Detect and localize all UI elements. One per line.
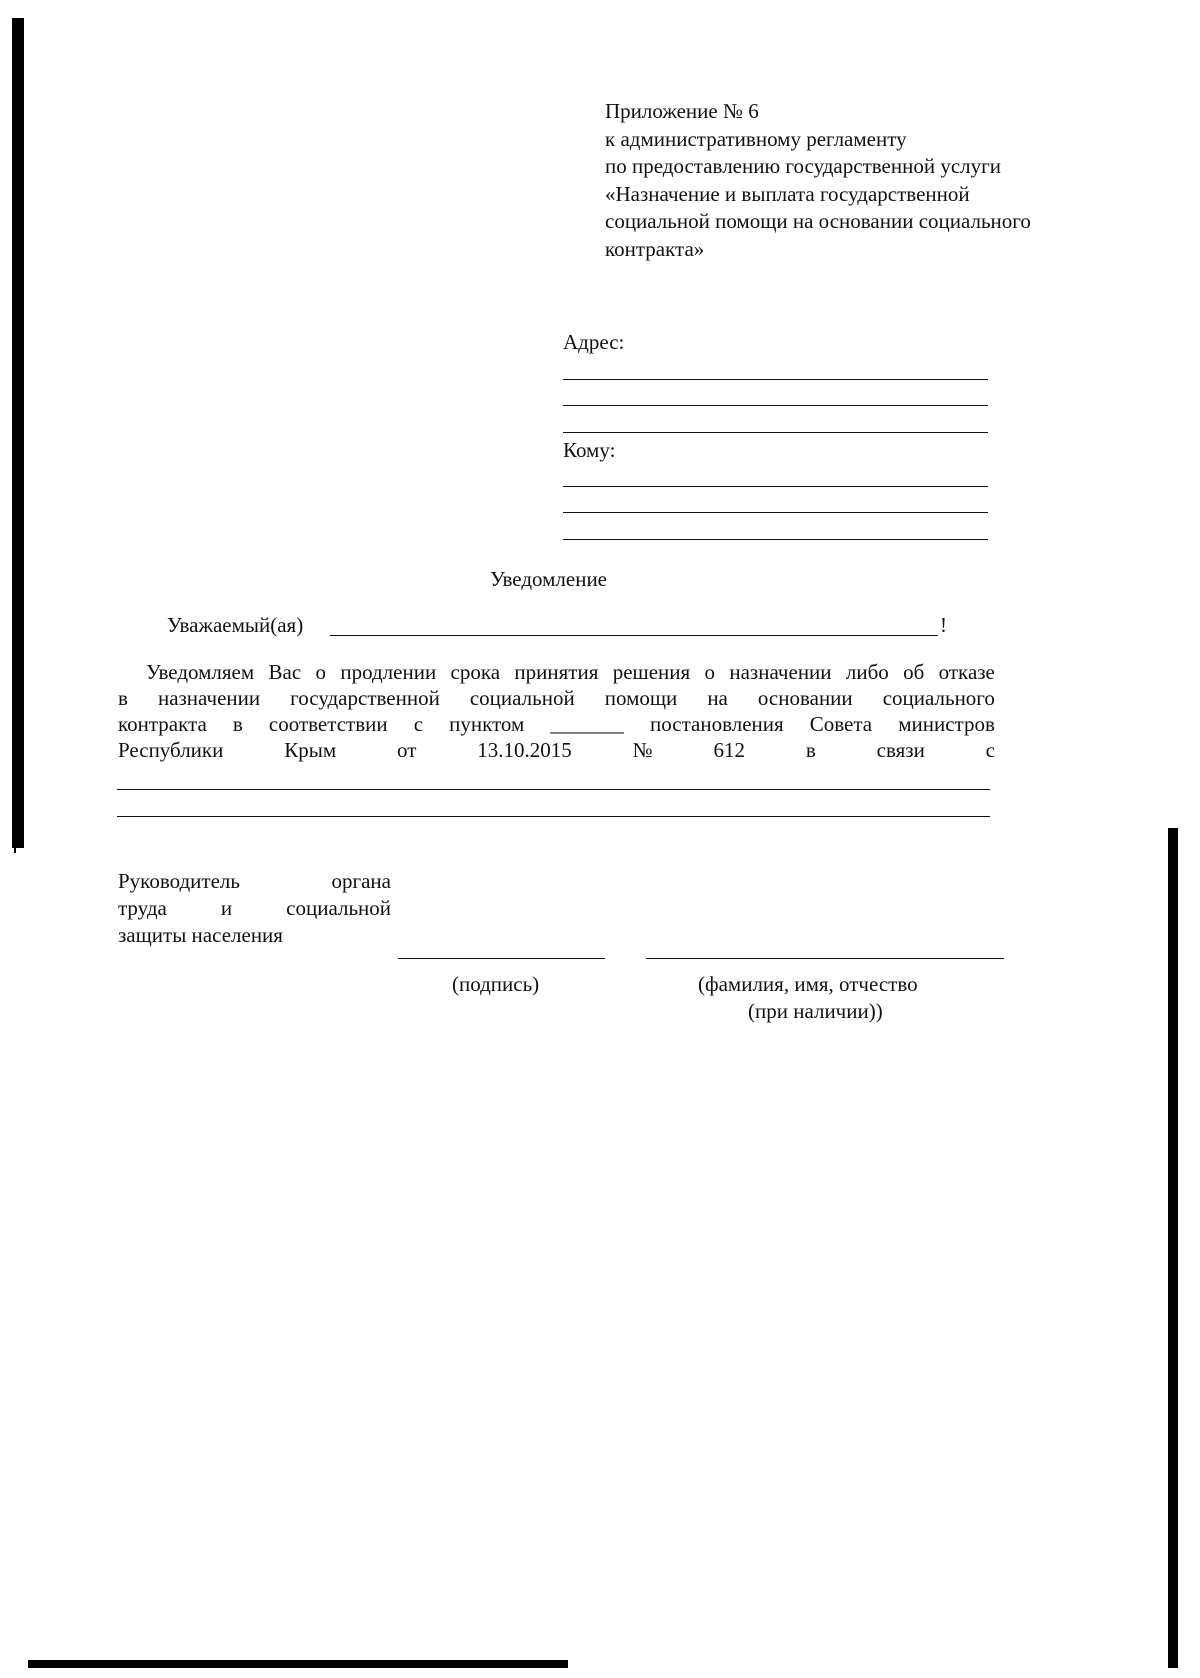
recipient-field-line-1[interactable] [563, 486, 988, 487]
full-name-caption-note: (при наличии)) [748, 999, 883, 1023]
signature-field[interactable] [398, 958, 605, 959]
reason-field-line-1[interactable] [117, 789, 990, 790]
full-name-field[interactable] [646, 958, 1004, 959]
recipient-field-line-2[interactable] [563, 512, 988, 513]
appendix-line: социальной помощи на основании социального [605, 209, 1031, 233]
appendix-header [605, 98, 1031, 263]
document-title: Уведомление [490, 567, 608, 591]
full-name-caption: (фамилия, имя, отчество [698, 972, 918, 996]
appendix-line: по предоставлению государственной услуги [605, 154, 1001, 178]
body-line-2: в назначении государственной социальной помощи на основании социального [118, 686, 995, 710]
appendix-line: Приложение № 6 [605, 99, 759, 123]
address-field-line-1[interactable] [563, 379, 988, 380]
scan-edge-left [12, 18, 24, 848]
address-label: Адрес: [563, 330, 625, 354]
address-field-line-2[interactable] [563, 405, 988, 406]
address-field-line-3[interactable] [563, 432, 988, 433]
manager-title: Руководитель органа труда и социальной защиты населения [118, 869, 391, 947]
body-line-3: контракта в соответствии с пунктом _______ постановления Совета министров [118, 712, 995, 736]
appendix-line: к административному регламенту [605, 126, 907, 151]
appendix-line: контракта» [605, 236, 705, 261]
recipient-label: Кому: [563, 438, 616, 462]
notification-body [118, 659, 995, 763]
appendix-line: «Назначение и выплата государственной [605, 181, 970, 206]
body-line-4: Республики Крым от 13.10.2015 № 612 в связи с [118, 738, 995, 762]
reason-field-line-2[interactable] [117, 816, 990, 817]
scan-edge-left-tick [14, 845, 16, 853]
body-line-1: Уведомляем Вас о продлении срока принятия решения о назначении либо об отказе [146, 660, 995, 684]
greeting-name-field[interactable] [330, 635, 938, 636]
recipient-field-line-3[interactable] [563, 539, 988, 540]
clause-number-field[interactable]: _______ [550, 712, 624, 736]
greeting-suffix: ! [940, 613, 947, 637]
signature-caption: (подпись) [452, 972, 540, 996]
scan-edge-right-thin [1168, 828, 1170, 1028]
greeting-prefix: Уважаемый(ая) [167, 613, 304, 637]
scan-edge-bottom [28, 1660, 568, 1668]
